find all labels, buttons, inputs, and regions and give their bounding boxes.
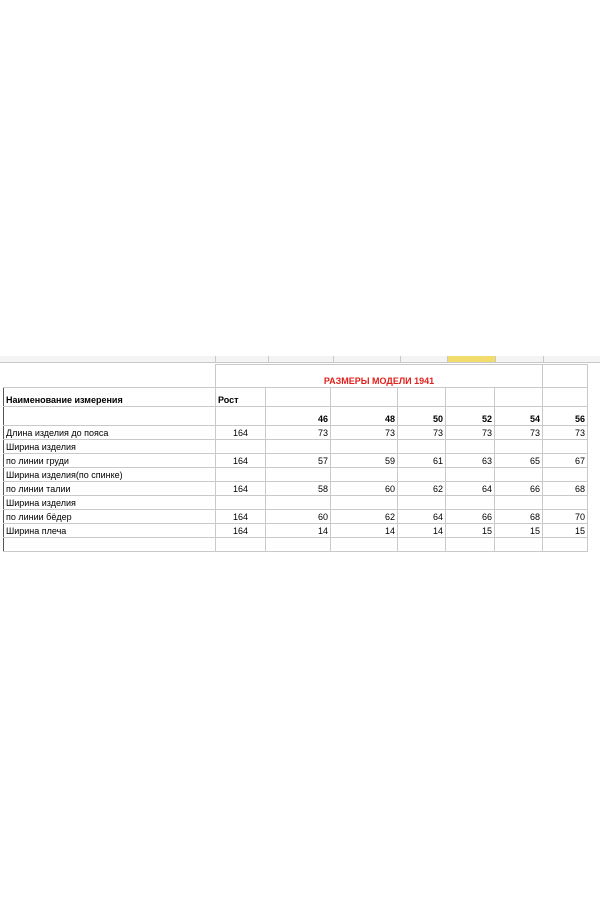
row-value: 63 bbox=[446, 454, 495, 468]
row-value bbox=[331, 496, 398, 510]
row-value: 70 bbox=[543, 510, 588, 524]
row-value: 62 bbox=[398, 482, 446, 496]
row-value: 15 bbox=[495, 524, 543, 538]
row-label: по линии талии bbox=[4, 482, 216, 496]
row-value bbox=[446, 440, 495, 454]
row-value: 58 bbox=[266, 482, 331, 496]
row-value bbox=[446, 496, 495, 510]
selected-column-header bbox=[447, 356, 495, 362]
row-value bbox=[543, 440, 588, 454]
title-row bbox=[4, 365, 588, 388]
empty-row bbox=[4, 538, 588, 552]
row-value: 64 bbox=[398, 510, 446, 524]
row-value: 73 bbox=[495, 426, 543, 440]
row-value: 14 bbox=[266, 524, 331, 538]
row-value: 66 bbox=[446, 510, 495, 524]
size-table bbox=[3, 364, 588, 552]
row-value: 67 bbox=[543, 454, 588, 468]
size-header: 56 bbox=[543, 407, 588, 426]
row-value bbox=[495, 440, 543, 454]
row-value: 61 bbox=[398, 454, 446, 468]
row-value: 14 bbox=[398, 524, 446, 538]
row-value bbox=[331, 468, 398, 482]
row-label: по линии бёдер bbox=[4, 510, 216, 524]
column-divider bbox=[447, 356, 448, 362]
row-value bbox=[398, 468, 446, 482]
row-value bbox=[495, 468, 543, 482]
row-value: 68 bbox=[495, 510, 543, 524]
sizes-row bbox=[4, 407, 588, 426]
column-header-strip bbox=[0, 356, 600, 363]
row-value bbox=[331, 440, 398, 454]
row-value: 73 bbox=[266, 426, 331, 440]
row-label: Ширина изделия bbox=[4, 440, 216, 454]
row-height: 164 bbox=[216, 510, 266, 524]
table-row bbox=[4, 440, 588, 454]
row-height bbox=[216, 440, 266, 454]
spreadsheet-area bbox=[0, 356, 600, 544]
table-row bbox=[4, 482, 588, 496]
row-value: 15 bbox=[446, 524, 495, 538]
row-height bbox=[216, 496, 266, 510]
size-header: 46 bbox=[266, 407, 331, 426]
column-divider bbox=[495, 356, 496, 362]
table-title: РАЗМЕРЫ МОДЕЛИ 1941 bbox=[216, 365, 543, 388]
size-header: 54 bbox=[495, 407, 543, 426]
row-value bbox=[543, 496, 588, 510]
row-value: 73 bbox=[331, 426, 398, 440]
row-value bbox=[398, 440, 446, 454]
measurement-name-header: Наименование измерения bbox=[4, 388, 216, 407]
row-label: по линии груди bbox=[4, 454, 216, 468]
row-label: Ширина изделия(по спинке) bbox=[4, 468, 216, 482]
row-value: 66 bbox=[495, 482, 543, 496]
row-value bbox=[266, 440, 331, 454]
height-header: Рост bbox=[216, 388, 266, 407]
size-header: 52 bbox=[446, 407, 495, 426]
row-label: Ширина плеча bbox=[4, 524, 216, 538]
row-value: 15 bbox=[543, 524, 588, 538]
row-value bbox=[266, 468, 331, 482]
row-height bbox=[216, 468, 266, 482]
column-divider bbox=[268, 356, 269, 362]
row-value: 60 bbox=[266, 510, 331, 524]
table-row bbox=[4, 426, 588, 440]
row-height: 164 bbox=[216, 454, 266, 468]
row-value: 62 bbox=[331, 510, 398, 524]
size-header: 50 bbox=[398, 407, 446, 426]
table-row bbox=[4, 468, 588, 482]
row-value bbox=[495, 496, 543, 510]
row-value bbox=[398, 496, 446, 510]
row-value: 73 bbox=[543, 426, 588, 440]
table-row bbox=[4, 510, 588, 524]
row-value: 73 bbox=[446, 426, 495, 440]
row-value: 57 bbox=[266, 454, 331, 468]
row-height: 164 bbox=[216, 426, 266, 440]
column-divider bbox=[333, 356, 334, 362]
column-divider bbox=[543, 356, 544, 362]
size-header: 48 bbox=[331, 407, 398, 426]
row-value: 59 bbox=[331, 454, 398, 468]
row-value: 65 bbox=[495, 454, 543, 468]
row-value: 60 bbox=[331, 482, 398, 496]
column-divider bbox=[215, 356, 216, 362]
row-value bbox=[543, 468, 588, 482]
row-value: 14 bbox=[331, 524, 398, 538]
row-value bbox=[446, 468, 495, 482]
row-label: Ширина изделия bbox=[4, 496, 216, 510]
table-row bbox=[4, 496, 588, 510]
row-label: Длина изделия до пояса bbox=[4, 426, 216, 440]
row-value: 64 bbox=[446, 482, 495, 496]
row-height: 164 bbox=[216, 482, 266, 496]
row-value: 73 bbox=[398, 426, 446, 440]
row-height: 164 bbox=[216, 524, 266, 538]
row-value: 68 bbox=[543, 482, 588, 496]
table-row bbox=[4, 454, 588, 468]
row-value bbox=[266, 496, 331, 510]
table-row bbox=[4, 524, 588, 538]
header-row bbox=[4, 388, 588, 407]
column-divider bbox=[400, 356, 401, 362]
